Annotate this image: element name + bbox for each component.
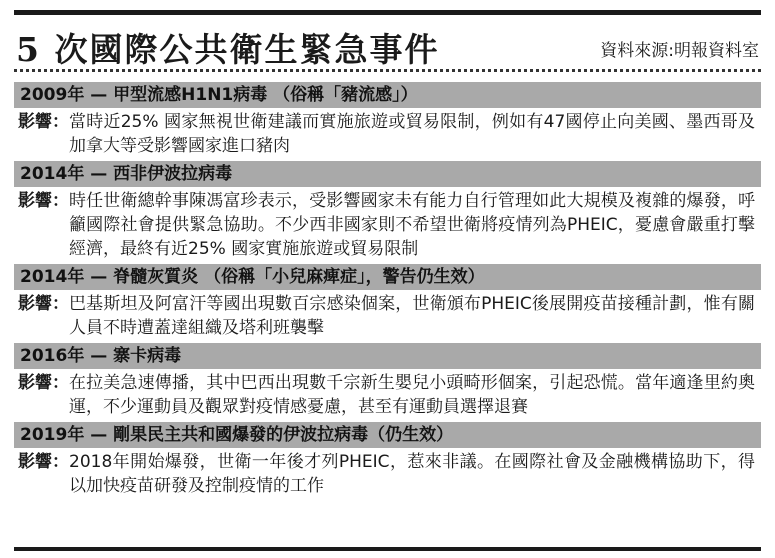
impact-label: 影響： xyxy=(18,191,69,211)
page-title: 5 次國際公共衛生緊急事件 xyxy=(16,30,440,69)
events-list xyxy=(14,82,761,501)
impact-text: 在拉美急速傳播，其中巴西出現數千宗新生嬰兒小頭畸形個案，引起恐慌。當年適逢里約奧運，不少運動員及觀眾對疫情感憂慮，甚至有運動員選擇退賽 xyxy=(69,373,755,417)
event-body xyxy=(14,290,761,343)
event-item xyxy=(14,343,761,422)
event-heading: 2009年 — 甲型流感H1N1病毒 （俗稱「豬流感」） xyxy=(14,82,761,108)
impact-text: 巴基斯坦及阿富汗等國出現數百宗感染個案，世衛頒布PHEIC後展開疫苗接種計劃，惟有關人員不時遭蓋達組織及塔利班襲擊 xyxy=(69,294,755,338)
event-body xyxy=(14,108,761,161)
event-body xyxy=(14,187,761,264)
impact-label: 影響： xyxy=(18,112,69,132)
event-body xyxy=(14,448,761,501)
source-credit: 資料來源:明報資料室 xyxy=(600,41,759,61)
impact-label: 影響： xyxy=(18,373,69,393)
impact-label: 影響： xyxy=(18,452,69,472)
event-body xyxy=(14,369,761,422)
event-item xyxy=(14,161,761,264)
event-item xyxy=(14,82,761,161)
event-item xyxy=(14,264,761,343)
top-rule xyxy=(14,10,761,15)
bottom-rule xyxy=(14,547,761,551)
impact-label: 影響： xyxy=(18,294,69,314)
header xyxy=(14,20,761,69)
event-heading: 2019年 — 剛果民主共和國爆發的伊波拉病毒（仍生效） xyxy=(14,422,761,448)
event-heading: 2016年 — 寨卡病毒 xyxy=(14,343,761,369)
impact-text: 2018年開始爆發，世衛一年後才列PHEIC，惹來非議。在國際社會及金融機構協助下，得以加快疫苗研發及控制疫情的工作 xyxy=(69,452,755,496)
event-item xyxy=(14,422,761,501)
event-heading: 2014年 — 脊髓灰質炎 （俗稱「小兒麻痺症」，警告仍生效） xyxy=(14,264,761,290)
event-heading: 2014年 — 西非伊波拉病毒 xyxy=(14,161,761,187)
dotted-divider xyxy=(14,69,761,72)
impact-text: 當時近25% 國家無視世衛建議而實施旅遊或貿易限制，例如有47國停止向美國、墨西哥及加拿大等受影響國家進口豬肉 xyxy=(69,112,755,156)
impact-text: 時任世衛總幹事陳馮富珍表示，受影響國家未有能力自行管理如此大規模及複雜的爆發，呼籲國際社會提供緊急協助。不少西非國家則不希望世衛將疫情列為PHEIC，憂慮會嚴重打擊經濟，最終有近25% 國家實施旅遊或貿易限制 xyxy=(69,191,755,259)
